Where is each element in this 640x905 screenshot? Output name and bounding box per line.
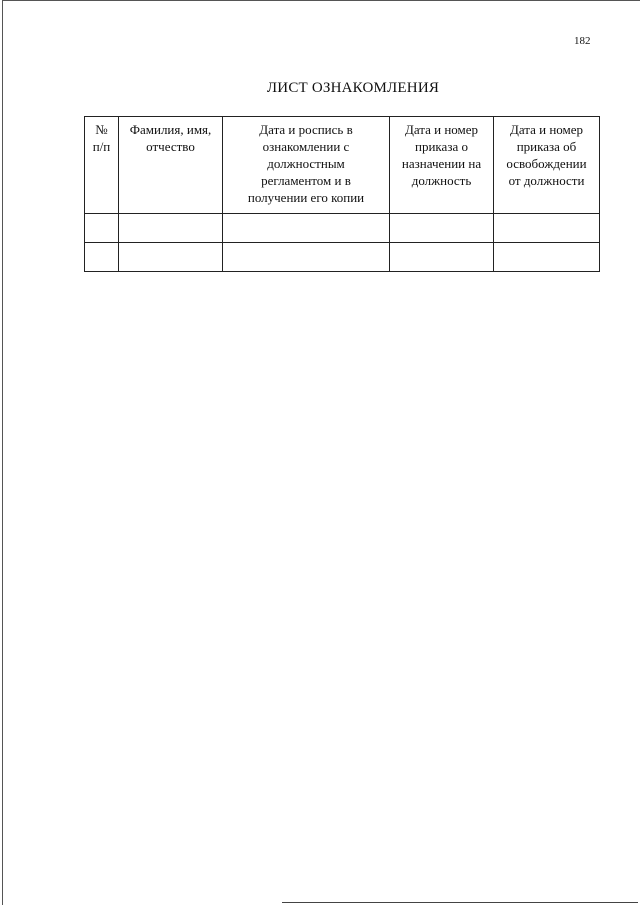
header-line: регламентом и в [261, 173, 351, 188]
table-cell [85, 214, 119, 243]
header-appointment-order [390, 117, 494, 214]
table-cell [494, 214, 600, 243]
header-line: приказа об [516, 139, 577, 154]
page-number: 182 [574, 35, 591, 47]
table-cell [494, 243, 600, 272]
header-line: ознакомлении с [262, 139, 350, 154]
table-header-row [85, 117, 600, 214]
header-line: Фамилия, имя, [129, 122, 212, 137]
header-line: Дата и роспись в [259, 122, 353, 137]
table-cell [223, 243, 390, 272]
header-line: Дата и номер [404, 122, 479, 137]
page-bottom-edge [282, 902, 638, 903]
header-signature-date [223, 117, 390, 214]
header-line: приказа о [415, 139, 468, 154]
table-row [85, 214, 600, 243]
header-full-name [119, 117, 223, 214]
table-cell [119, 214, 223, 243]
table-cell [119, 243, 223, 272]
header-line: отчество [146, 139, 195, 154]
header-release-order [494, 117, 600, 214]
header-number [85, 117, 119, 214]
table-cell [390, 214, 494, 243]
header-line: № [95, 122, 108, 137]
header-line: получении его копии [247, 190, 365, 205]
table-cell [223, 214, 390, 243]
header-line: от должности [508, 173, 585, 188]
table-cell [85, 243, 119, 272]
header-line: п/п [92, 139, 111, 154]
acknowledgement-table [84, 116, 600, 272]
header-line: освобождении [506, 156, 587, 171]
table-row [85, 243, 600, 272]
header-line: должностным [267, 156, 345, 171]
header-line: должность [411, 173, 472, 188]
header-line: Дата и номер [509, 122, 584, 137]
table-cell [390, 243, 494, 272]
page-title: ЛИСТ ОЗНАКОМЛЕНИЯ [266, 80, 440, 96]
header-line: назначении на [401, 156, 482, 171]
